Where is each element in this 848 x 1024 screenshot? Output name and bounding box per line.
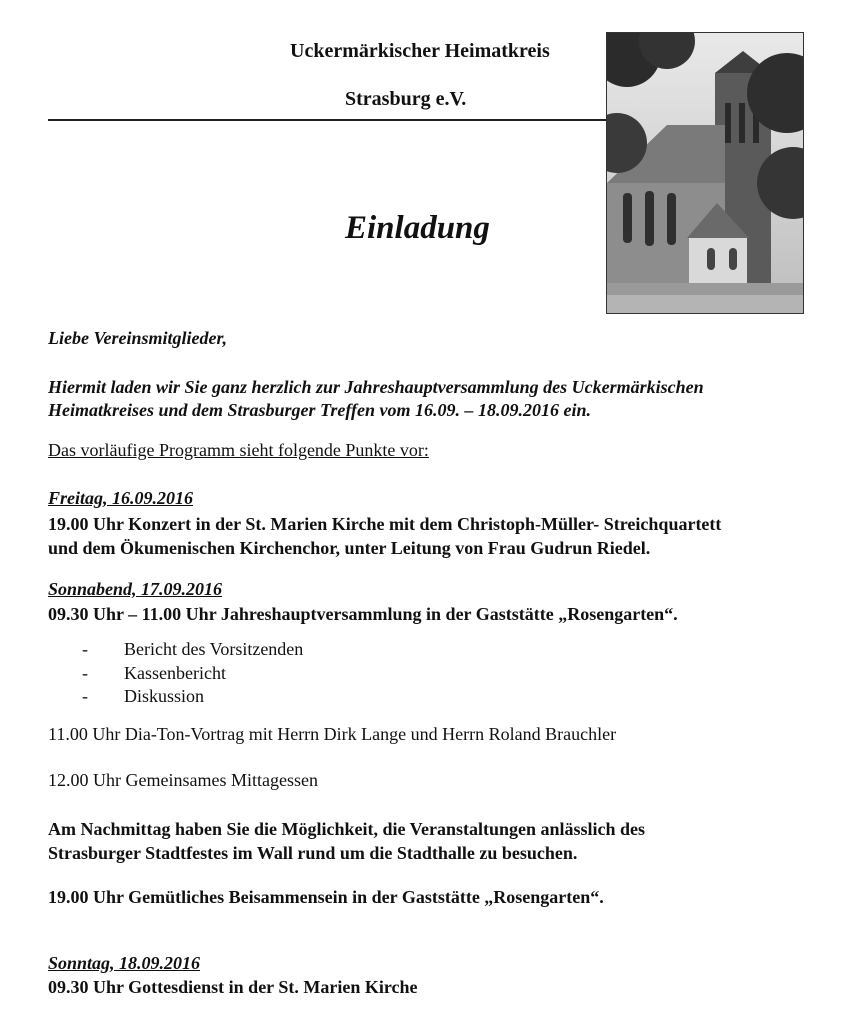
- intro-line-1: Hiermit laden wir Sie ganz herzlich zur Jahreshauptversammlung des Uckermärkischen: [48, 377, 704, 397]
- sunday-heading: Sonntag, 18.09.2016: [48, 953, 201, 973]
- intro-line-2: Heimatkreises und dem Strasburger Treffen vom 16.09. – 18.09.2016 ein.: [48, 400, 592, 420]
- document-title: Einladung: [345, 210, 490, 246]
- list-item: - Kassenbericht: [82, 662, 226, 683]
- list-item: - Bericht des Vorsitzenden: [82, 639, 304, 659]
- saturday-meeting: 09.30 Uhr – 11.00 Uhr Jahreshauptversammlung in der Gaststätte „Rosengarten“.: [48, 604, 678, 624]
- org-name: Uckermärkischer Heimatkreis: [290, 40, 550, 62]
- list-item: - Diskussion: [82, 686, 205, 706]
- header-rule: [48, 119, 608, 121]
- saturday-afternoon-line-1: Am Nachmittag haben Sie die Möglichkeit, die Veranstaltungen anlässlich des: [48, 819, 646, 839]
- church-photo: [606, 32, 804, 314]
- friday-heading: Freitag, 16.09.2016: [48, 488, 194, 508]
- saturday-evening: 19.00 Uhr Gemütliches Beisammensein in der Gaststätte „Rosengarten“.: [48, 887, 604, 907]
- saturday-afternoon-line-2: Strasburger Stadtfestes im Wall rund um die Stadthalle zu besuchen.: [48, 843, 578, 863]
- saturday-heading: Sonnabend, 17.09.2016: [48, 579, 223, 599]
- program-heading: Das vorläufige Programm sieht folgende Punkte vor:: [48, 440, 429, 460]
- saturday-lunch: 12.00 Uhr Gemeinsames Mittagessen: [48, 770, 318, 790]
- friday-line-1: 19.00 Uhr Konzert in der St. Marien Kirche mit dem Christoph-Müller- Streichquartett: [48, 514, 722, 534]
- friday-line-2: und dem Ökumenischen Kirchenchor, unter Leitung von Frau Gudrun Riedel.: [48, 538, 651, 558]
- sunday-line-1: 09.30 Uhr Gottesdienst in der St. Marien Kirche: [48, 977, 418, 997]
- salutation: Liebe Vereinsmitglieder,: [48, 328, 227, 348]
- org-suffix: Strasburg e.V.: [345, 88, 467, 110]
- intro-paragraph: [48, 376, 808, 422]
- saturday-talk: 11.00 Uhr Dia-Ton-Vortrag mit Herrn Dirk Lange und Herrn Roland Brauchler: [48, 724, 617, 744]
- agenda-list: [82, 638, 303, 709]
